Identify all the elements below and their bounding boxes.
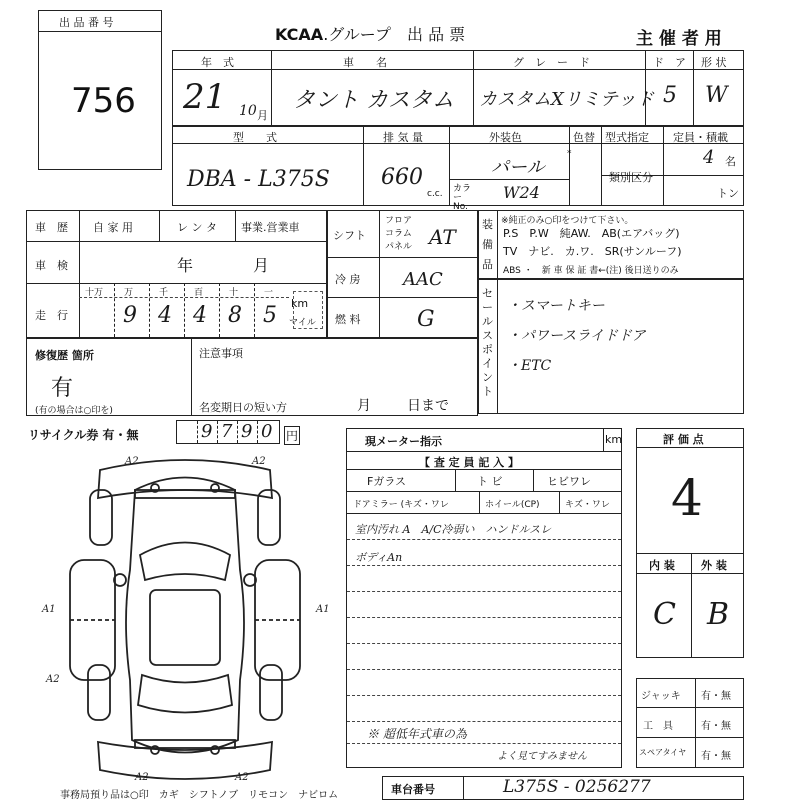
equipment-label: 装備品 bbox=[482, 218, 493, 271]
jack-label: ジャッキ bbox=[641, 691, 681, 702]
capacity-label: 定員・積載 bbox=[673, 131, 728, 144]
recycle-digit-3: 9 bbox=[241, 421, 253, 442]
period-month: 月 bbox=[357, 398, 371, 414]
year-value: 21 bbox=[183, 77, 227, 117]
car-name-value: タント カスタム bbox=[293, 88, 454, 113]
shift-label: シフト bbox=[333, 229, 366, 242]
cc-unit: c.c. bbox=[427, 189, 443, 199]
door-value: 5 bbox=[663, 83, 677, 108]
form-title bbox=[275, 22, 465, 45]
digit-label-10: 十 bbox=[229, 288, 239, 298]
history-label: 車 歴 bbox=[35, 221, 68, 234]
chassis-box bbox=[382, 776, 744, 800]
sales-points-section bbox=[478, 278, 744, 414]
vehicle-info-second bbox=[172, 126, 744, 212]
kizu-ware-label: キズ・ワレ bbox=[565, 500, 610, 510]
interior-label: 内 装 bbox=[649, 559, 675, 572]
shift-section bbox=[326, 210, 478, 338]
lot-label: 出 品 番 号 bbox=[59, 16, 114, 29]
color-change-value: * bbox=[567, 149, 572, 159]
fuel-value: G bbox=[417, 307, 435, 332]
history-section bbox=[26, 210, 328, 338]
note-line-2: ボディAn bbox=[355, 551, 403, 564]
repair-value: 有 bbox=[51, 376, 74, 401]
inspector-section bbox=[346, 428, 622, 768]
inspection-label: 車 検 bbox=[35, 259, 68, 272]
recycle-amount bbox=[176, 420, 280, 444]
meter-label: 現メーター指示 bbox=[365, 435, 442, 448]
digit-label-1k: 千 bbox=[159, 288, 169, 298]
evaluation-score: 4 bbox=[671, 469, 703, 527]
recycle-label: リサイクル券 有・無 bbox=[28, 428, 139, 442]
color-code-value: W24 bbox=[503, 183, 540, 202]
shift-panel: パネル bbox=[385, 242, 413, 252]
equipment-section bbox=[478, 210, 744, 280]
interior-score: C bbox=[653, 597, 676, 632]
mileage-digit-1: 5 bbox=[263, 303, 277, 328]
mileage-digit-10: 8 bbox=[228, 303, 242, 328]
door-label: ド ア bbox=[653, 56, 686, 69]
wheel-label: ホイール(CP) bbox=[485, 500, 540, 510]
tools-label: 工 具 bbox=[643, 721, 673, 732]
shift-column: コラム bbox=[385, 229, 412, 239]
sales-point-3: ・ETC bbox=[507, 358, 552, 374]
yen-unit: 円 bbox=[284, 426, 300, 445]
recycle-digit-1: 9 bbox=[201, 421, 213, 442]
tools-yes-no[interactable]: 有・無 bbox=[701, 721, 731, 732]
shape-value: W bbox=[705, 83, 728, 108]
host-use-label: 主 催 者 用 bbox=[636, 29, 722, 49]
mile-box bbox=[293, 291, 323, 329]
closing-note: よく見てすみません bbox=[497, 751, 587, 762]
inspection-year: 年 bbox=[177, 256, 194, 275]
accessories-section bbox=[636, 678, 744, 768]
exterior-color-label: 外装色 bbox=[489, 131, 522, 144]
ac-label: 冷 房 bbox=[335, 273, 361, 286]
shift-value: AT bbox=[429, 225, 456, 249]
category-label: 類別区分 bbox=[609, 171, 653, 184]
spare-tire-label: スペアタイヤ bbox=[639, 748, 687, 757]
evaluation-section bbox=[636, 428, 744, 658]
rental-use[interactable]: レ ン タ bbox=[177, 221, 217, 234]
fuel-label: 燃 料 bbox=[335, 313, 361, 326]
capacity-unit: 名 bbox=[725, 155, 736, 168]
repair-section bbox=[26, 338, 478, 416]
exterior-color-value: パール bbox=[491, 157, 545, 178]
short-period-label: 名変期日の短い方 bbox=[199, 401, 287, 414]
door-mirror-label: ドアミラー (キズ・ワレ bbox=[353, 500, 449, 510]
mileage-digit-10k: 9 bbox=[123, 303, 137, 328]
chassis-value: L375S - 0256277 bbox=[503, 777, 651, 797]
sales-point-2: ・パワースライドドア bbox=[507, 328, 646, 344]
year-label: 年 式 bbox=[201, 56, 234, 69]
vehicle-info-top bbox=[172, 50, 744, 126]
type-designation-label: 型式指定 bbox=[605, 131, 649, 144]
capacity-value: 4 bbox=[703, 147, 715, 168]
grade-value: カスタムXリミテッド bbox=[479, 89, 654, 110]
equipment-row-2[interactable]: TV ナビ. カ.ワ. SR(サンルーフ) bbox=[503, 245, 682, 258]
lot-number: 756 bbox=[71, 81, 136, 121]
diagram-mark-3: A1 bbox=[42, 604, 56, 615]
inspection-month: 月 bbox=[253, 256, 270, 275]
displacement-value: 660 bbox=[381, 165, 423, 190]
diagram-mark-4: A1 bbox=[316, 604, 330, 615]
office-note: 事務局預り品は○印 カギ シフトノブ リモコン ナビロム bbox=[60, 790, 339, 801]
evaluation-label: 評 価 点 bbox=[663, 433, 704, 446]
mileage-digit-1k: 4 bbox=[158, 303, 172, 328]
model-value: DBA - L375S bbox=[187, 167, 330, 192]
month-suffix: 月 bbox=[257, 109, 268, 122]
sales-point-1: ・スマートキー bbox=[507, 298, 605, 314]
shape-label: 形 状 bbox=[701, 56, 727, 69]
title-text: .グループ 出 品 票 bbox=[323, 25, 466, 44]
private-use[interactable]: 自 家 用 bbox=[93, 221, 133, 234]
spare-yes-no[interactable]: 有・無 bbox=[701, 751, 731, 762]
exterior-score: B bbox=[707, 597, 730, 632]
digit-label-100: 百 bbox=[194, 288, 204, 298]
equipment-note: ※純正のみ○印をつけて下さい。 bbox=[501, 216, 634, 226]
caution-label: 注意事項 bbox=[199, 347, 243, 360]
shift-floor: フロア bbox=[385, 216, 413, 226]
car-name-label: 車 名 bbox=[343, 56, 387, 69]
mileage-digits bbox=[79, 283, 289, 337]
business-use[interactable]: 事業.営業車 bbox=[241, 221, 300, 234]
note-line-1: 室内汚れ A A/C冷弱い ハンドルスレ bbox=[355, 523, 552, 536]
sales-points-label: セールスポイント bbox=[482, 287, 493, 398]
equipment-row-3[interactable]: ABS ・ 新 車 保 証 書←(注) 後日送りのみ bbox=[503, 266, 679, 276]
recycle-digit-4: 0 bbox=[261, 421, 273, 442]
repair-label: 修復歴 箇所 bbox=[35, 349, 94, 362]
diagram-mark-1: A2 bbox=[125, 456, 139, 467]
model-label: 型 式 bbox=[233, 131, 277, 144]
period-day: 日まで bbox=[407, 398, 449, 414]
mile-unit: マイル bbox=[289, 318, 316, 328]
recycle-digit-2: 7 bbox=[221, 421, 233, 442]
km-unit: km bbox=[291, 297, 309, 310]
hibiware-label: ヒビワレ bbox=[547, 475, 591, 488]
mileage-label: 走 行 bbox=[35, 309, 68, 322]
month-value: 10 bbox=[239, 103, 257, 119]
color-code-label: カラー No. bbox=[453, 184, 472, 212]
chassis-label: 車台番号 bbox=[391, 783, 435, 796]
mileage-digit-100: 4 bbox=[193, 303, 207, 328]
exterior-label: 外 装 bbox=[701, 559, 727, 572]
jack-yes-no[interactable]: 有・無 bbox=[701, 691, 731, 702]
note-line-9: ※ 超低年式車の為 bbox=[367, 727, 467, 741]
meter-km: km bbox=[605, 433, 623, 446]
f-glass-label: Fガラス bbox=[367, 475, 406, 488]
color-change-label: 色替 bbox=[573, 131, 595, 144]
diagram-mark-2: A2 bbox=[252, 456, 266, 467]
equipment-row-1[interactable]: P.S P.W 純AW. AB(エアバッグ) bbox=[503, 227, 680, 240]
ac-value: AAC bbox=[403, 269, 443, 290]
digit-label-100k: 十万 bbox=[85, 288, 104, 298]
digit-label-1: 一 bbox=[264, 288, 274, 298]
brand-logo: KCAA bbox=[275, 25, 324, 44]
lot-number-box bbox=[38, 10, 162, 170]
ton-unit: トン bbox=[717, 187, 739, 200]
diagram-mark-6: A2 bbox=[135, 772, 149, 783]
car-damage-diagram bbox=[40, 450, 330, 790]
grade-label: グ レ ー ド bbox=[513, 56, 590, 69]
diagram-mark-5: A2 bbox=[46, 674, 60, 685]
inspector-label: 【 査 定 員 記 入 】 bbox=[419, 456, 519, 469]
repair-note: (有の場合は○印を) bbox=[35, 406, 113, 416]
diagram-mark-7: A2 bbox=[235, 772, 249, 783]
tobi-label: ト ビ bbox=[477, 475, 503, 488]
displacement-label: 排 気 量 bbox=[383, 131, 423, 144]
digit-label-10k: 万 bbox=[124, 288, 134, 298]
